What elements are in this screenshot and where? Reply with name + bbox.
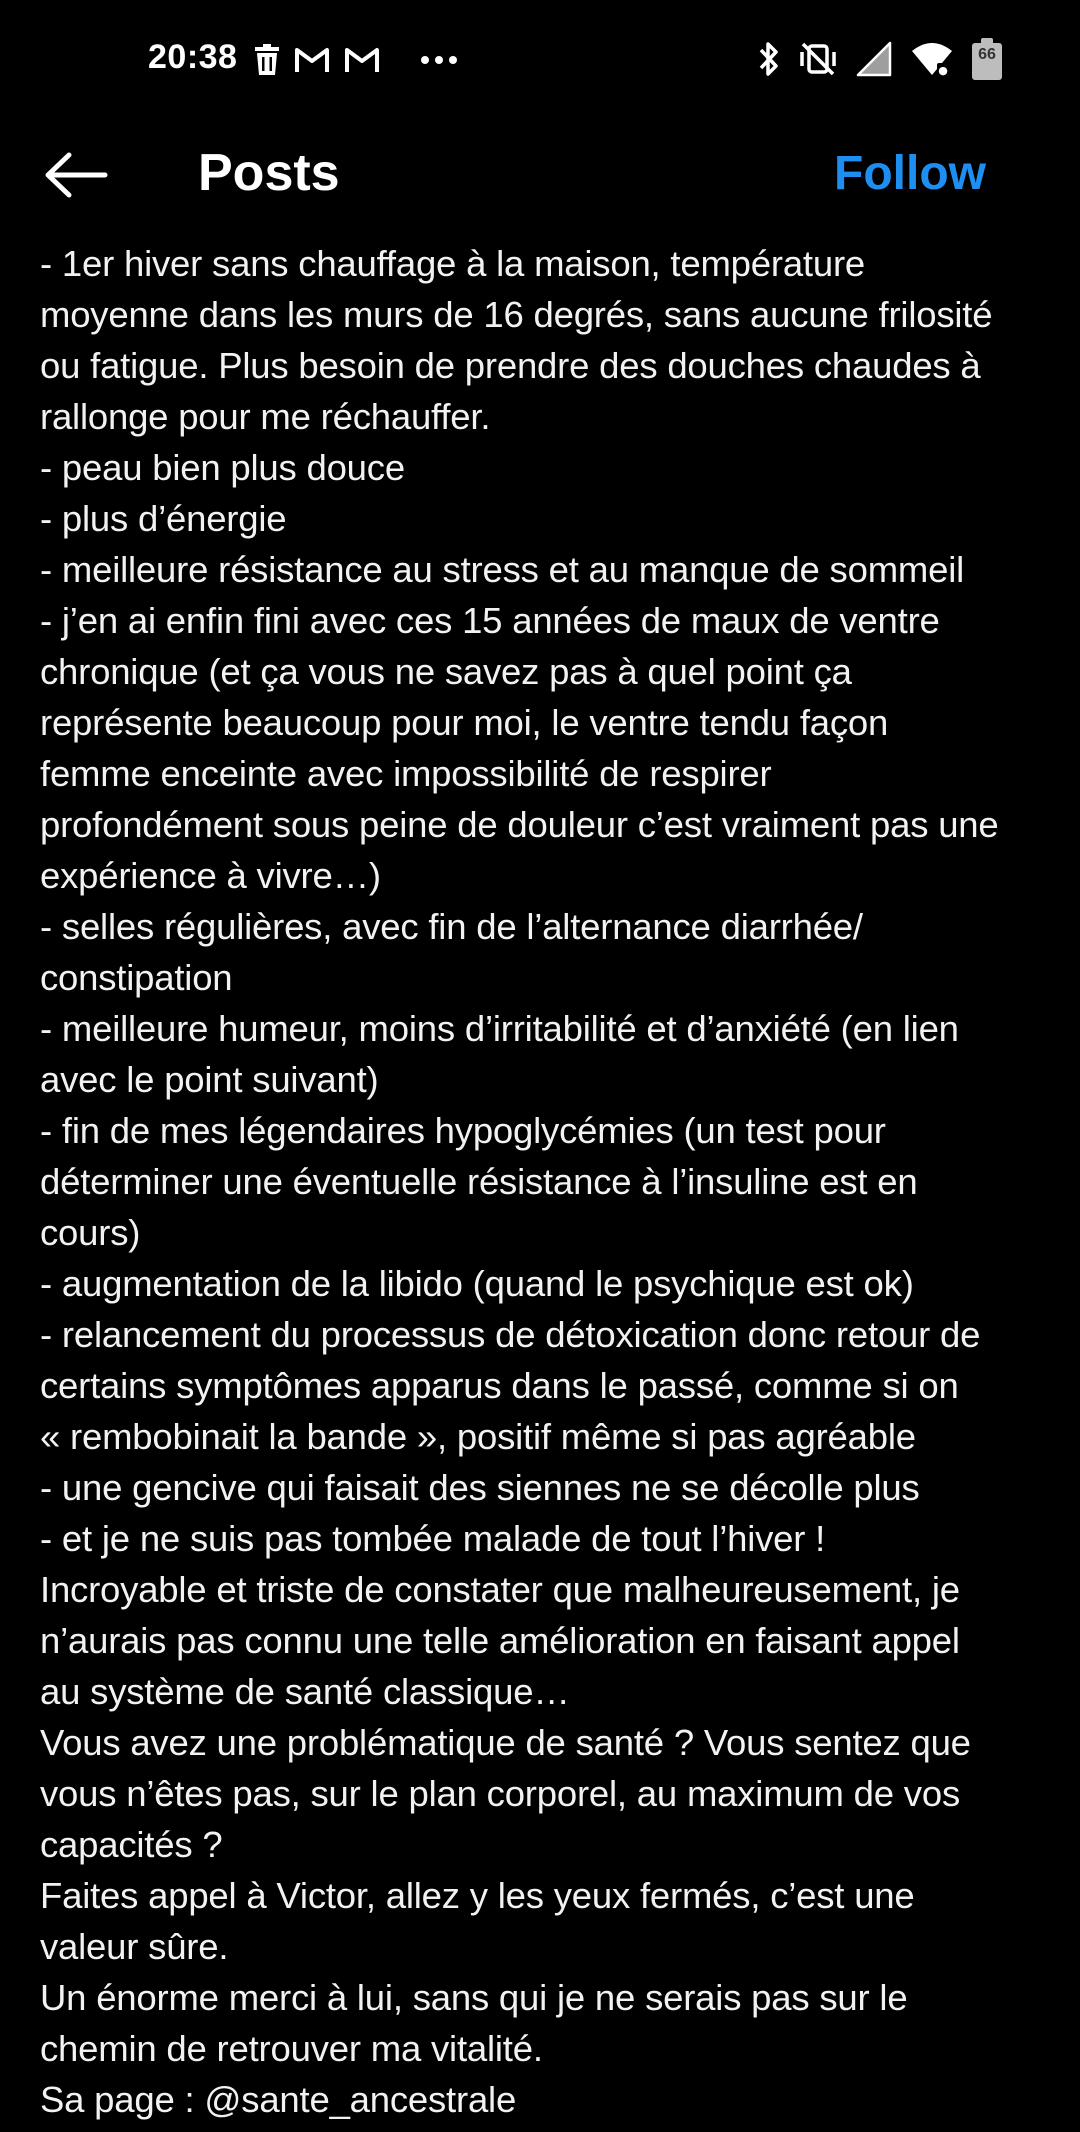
status-time: 20:38 (148, 38, 238, 76)
post-caption (40, 238, 1050, 2125)
vibrate-off-icon (798, 42, 838, 76)
page-handle-link[interactable]: @sante_ancestrale (204, 2079, 517, 2120)
post-text-line: - une gencive qui faisait des siennes ne se décolle plus (40, 1467, 920, 1508)
post-text-line: - j’en ai enfin fini avec ces 15 années de maux de ventre (40, 600, 940, 641)
gmail-icon (344, 46, 380, 74)
page-title: Posts (198, 144, 340, 202)
post-text-line: déterminer une éventuelle résistance à l’insuline est en (40, 1161, 918, 1202)
back-button[interactable] (36, 142, 116, 208)
post-text-line: - meilleure résistance au stress et au manque de sommeil (40, 549, 965, 590)
post-text-line: « rembobinait la bande », positif même si pas agréable (40, 1416, 916, 1457)
post-text-line: au système de santé classique… (40, 1671, 570, 1712)
post-text-line: Vous avez une problématique de santé ? Vous sentez que (40, 1722, 971, 1763)
bluetooth-icon (758, 41, 780, 77)
post-text-line: chemin de retrouver ma vitalité. (40, 2028, 543, 2069)
post-text-line: vous n’êtes pas, sur le plan corporel, au maximum de vos (40, 1773, 960, 1814)
page-label: Sa page : (40, 2079, 205, 2120)
status-bar (0, 0, 1080, 120)
post-text-line: profondément sous peine de douleur c’est vraiment pas une (40, 804, 999, 845)
cell-signal-icon (856, 41, 892, 77)
post-text-line: - 1er hiver sans chauffage à la maison, température (40, 243, 866, 284)
wifi-icon (910, 41, 954, 77)
post-text-line: - relancement du processus de détoxication donc retour de (40, 1314, 981, 1355)
post-text-line: représente beaucoup pour moi, le ventre tendu façon (40, 702, 889, 743)
post-text-line: expérience à vivre…) (40, 855, 381, 896)
post-page-line (40, 2074, 1050, 2125)
post-text-line: rallonge pour me réchauffer. (40, 396, 491, 437)
post-text-line: - augmentation de la libido (quand le psychique est ok) (40, 1263, 914, 1304)
post-text-line: Faites appel à Victor, allez y les yeux fermés, c’est une (40, 1875, 915, 1916)
post-text-line: - plus d’énergie (40, 498, 287, 539)
gmail-icon (294, 46, 330, 74)
post-text-line: ou fatigue. Plus besoin de prendre des douches chaudes à (40, 345, 981, 386)
post-text-line: moyenne dans les murs de 16 degrés, sans aucune frilosité (40, 294, 993, 335)
post-text-line: chronique (et ça vous ne savez pas à quel point ça (40, 651, 852, 692)
post-text-line: femme enceinte avec impossibilité de respirer (40, 753, 772, 794)
battery-icon (972, 38, 1002, 80)
svg-text:●: ● (938, 64, 948, 77)
post-text-line: - fin de mes légendaires hypoglycémies (un test pour (40, 1110, 886, 1151)
post-text-line: avec le point suivant) (40, 1059, 379, 1100)
arrow-left-icon (43, 152, 109, 198)
battery-level: 66 (978, 46, 996, 63)
post-text-line: cours) (40, 1212, 141, 1253)
post-text-line: certains symptômes apparus dans le passé, comme si on (40, 1365, 959, 1406)
post-text-line: valeur sûre. (40, 1926, 229, 1967)
app-header (0, 120, 1080, 230)
post-text-line: Incroyable et triste de constater que malheureusement, je (40, 1569, 960, 1610)
post-text-line: Un énorme merci à lui, sans qui je ne serais pas sur le (40, 1977, 908, 2018)
notification-icons (254, 40, 458, 80)
system-icons (758, 36, 1002, 82)
trash-icon (254, 44, 280, 76)
follow-button[interactable]: Follow (834, 147, 986, 200)
post-text-line: - meilleure humeur, moins d’irritabilité et d’anxiété (en lien (40, 1008, 959, 1049)
more-dots-icon (420, 55, 458, 65)
post-text-line: - peau bien plus douce (40, 447, 405, 488)
post-text-line: constipation (40, 957, 233, 998)
post-text-line: n’aurais pas connu une telle amélioration en faisant appel (40, 1620, 960, 1661)
post-text-line: capacités ? (40, 1824, 223, 1865)
post-text-line: - et je ne suis pas tombée malade de tout l’hiver ! (40, 1518, 826, 1559)
post-text-line: - selles régulières, avec fin de l’alternance diarrhée/ (40, 906, 863, 947)
